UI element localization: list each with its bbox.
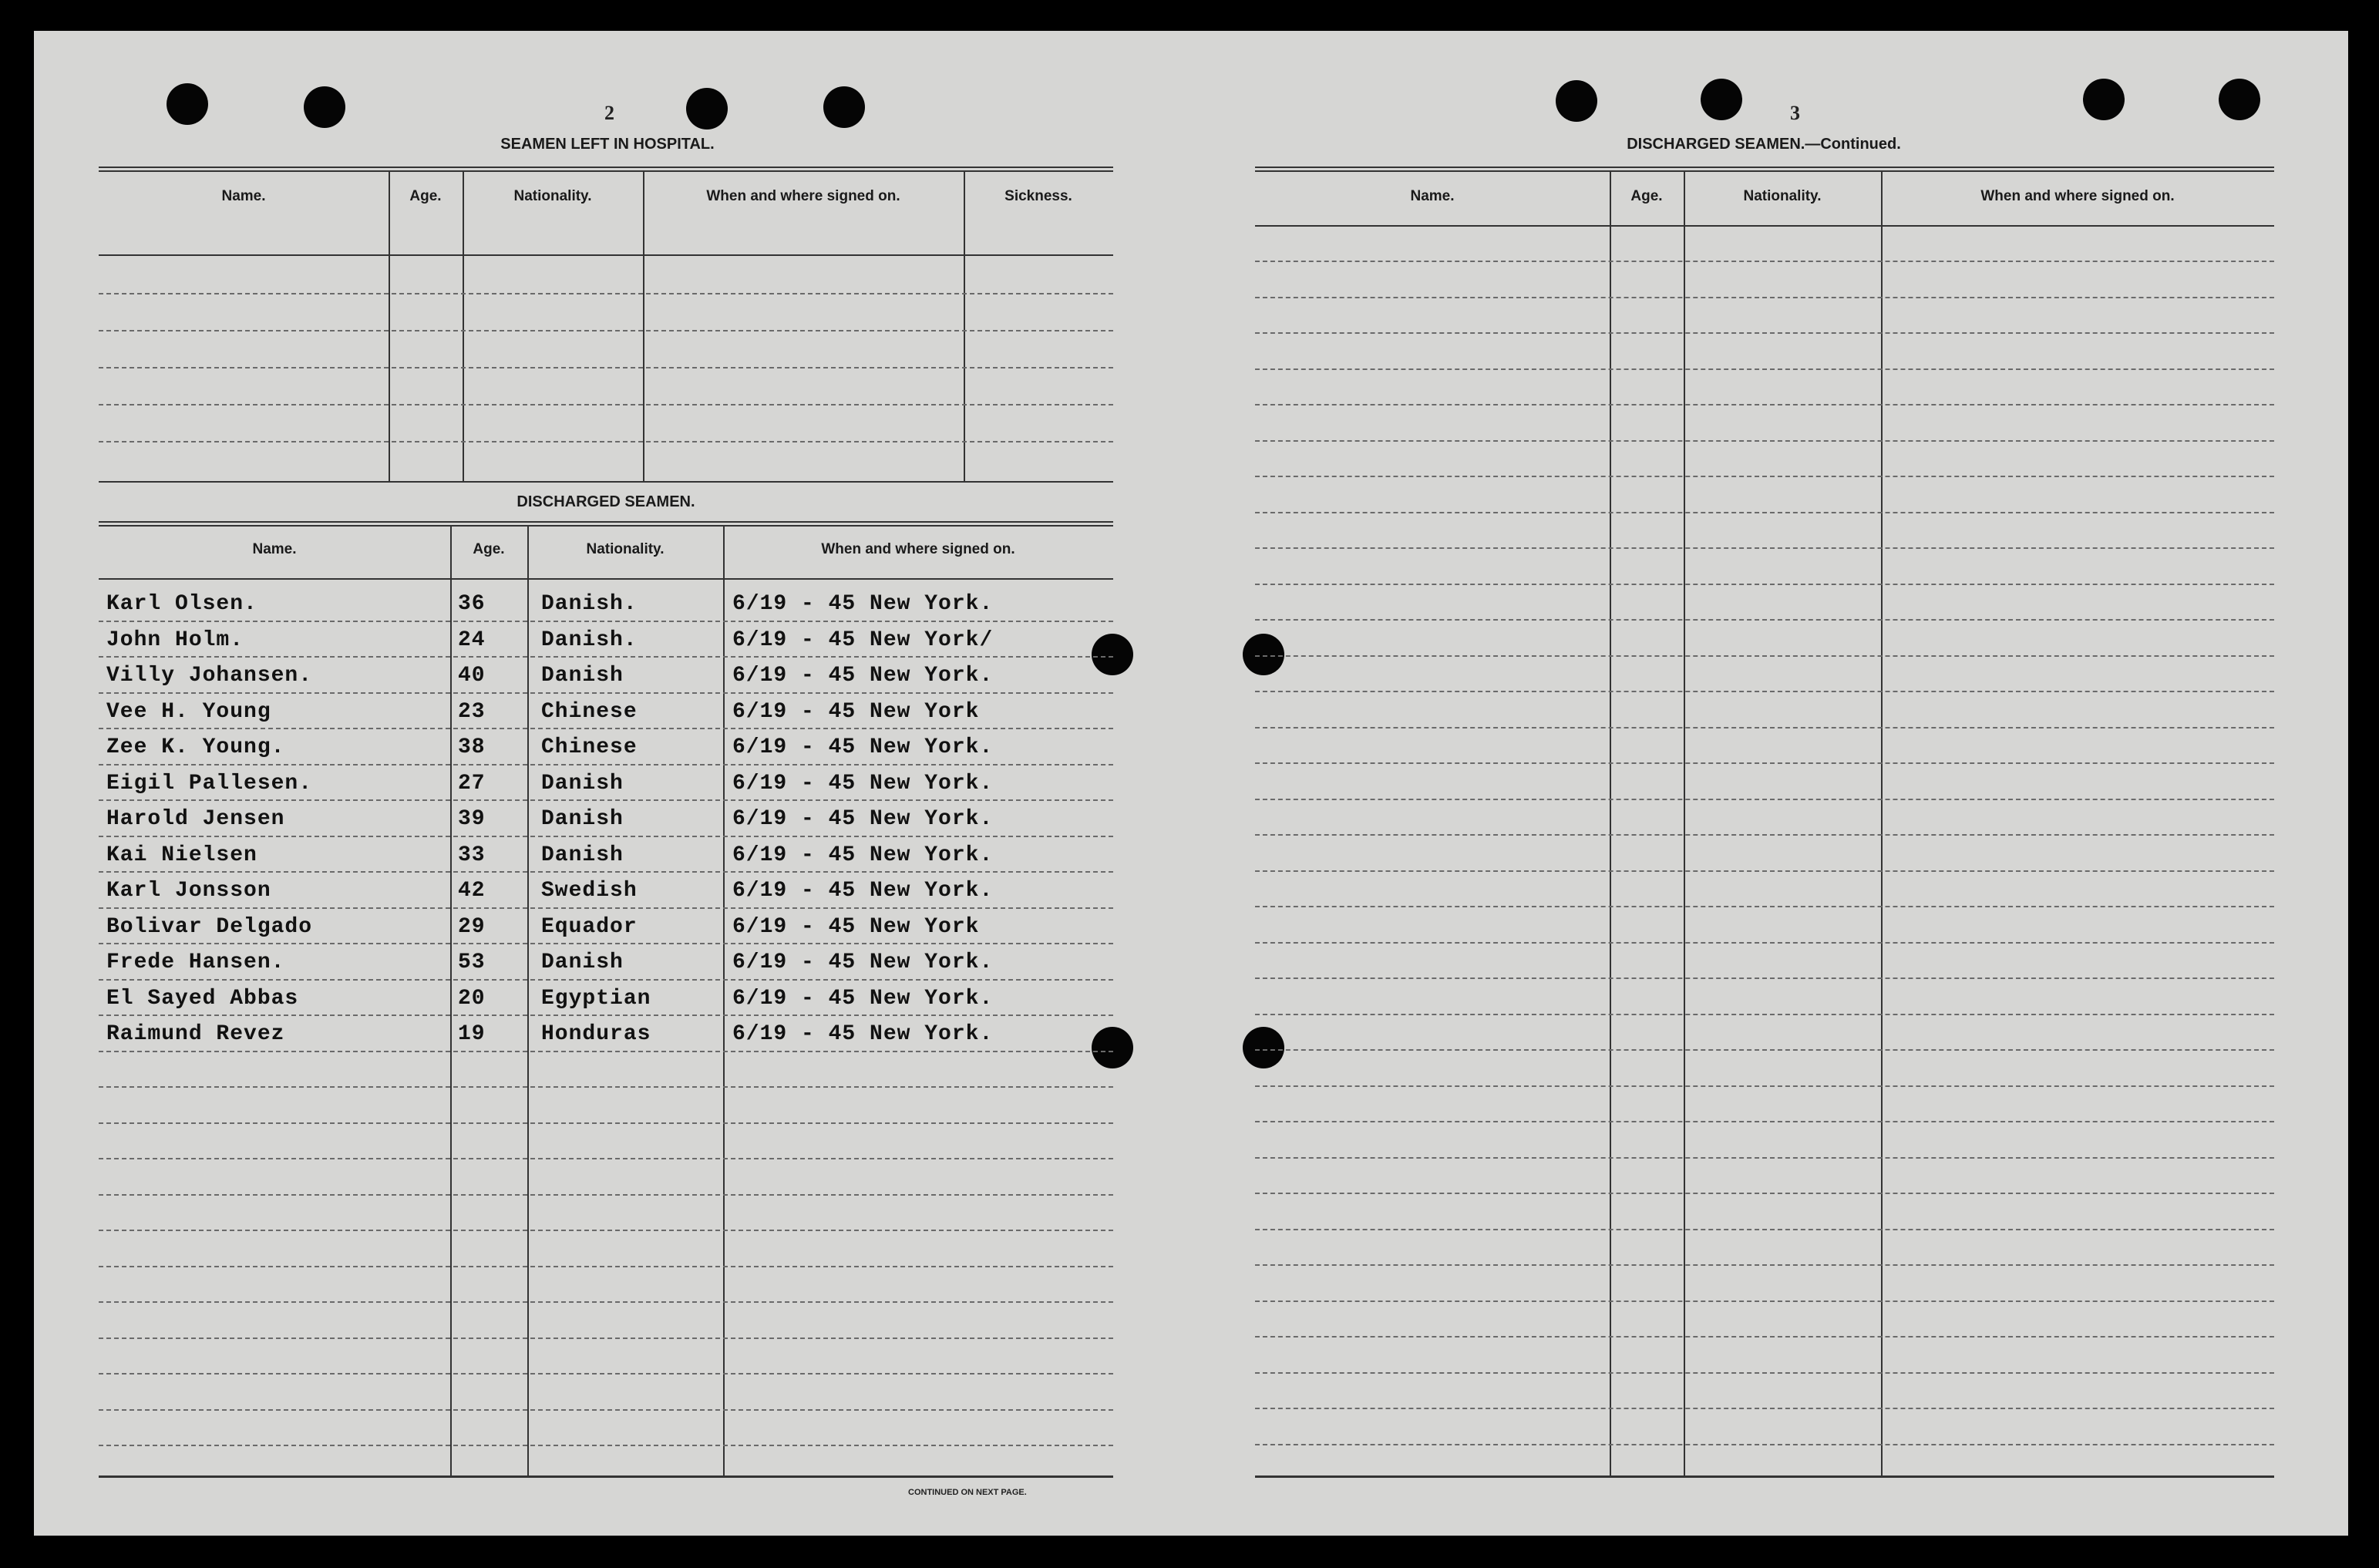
ruled-line xyxy=(99,1266,1113,1267)
seaman-age: 40 xyxy=(458,664,486,688)
ruled-line xyxy=(99,404,1113,405)
seaman-name: Kai Nielsen xyxy=(106,843,257,867)
seaman-age: 24 xyxy=(458,628,486,652)
hospital-table xyxy=(99,171,1113,481)
ruled-line xyxy=(1255,1372,2274,1374)
ruled-line xyxy=(1255,1193,2274,1194)
table-row xyxy=(99,695,1113,732)
seaman-name: John Holm. xyxy=(106,628,244,652)
seaman-name: Villy Johansen. xyxy=(106,664,313,688)
ruled-line xyxy=(99,1373,1113,1375)
discharged-bottom-rule xyxy=(99,1475,1113,1478)
right-header-signed-on: When and where signed on. xyxy=(1980,188,2175,204)
seaman-signed-on: 6/19 - 45 New York. xyxy=(732,592,994,616)
seaman-age: 36 xyxy=(458,592,486,616)
table-row xyxy=(99,982,1113,1018)
seaman-nationality: Danish xyxy=(541,771,624,796)
seaman-nationality: Danish xyxy=(541,843,624,867)
column-divider xyxy=(964,171,965,481)
right-header-age: Age. xyxy=(1630,188,1663,204)
ruled-line xyxy=(1255,619,2274,621)
seaman-nationality: Honduras xyxy=(541,1022,651,1046)
discharged-header-age: Age. xyxy=(473,541,505,557)
ruled-line xyxy=(1255,1444,2274,1445)
ruled-line xyxy=(99,1158,1113,1159)
discharged-section-title: DISCHARGED SEAMEN. xyxy=(517,493,695,510)
right-page xyxy=(1255,31,2323,1536)
right-header-rule xyxy=(1255,225,2274,227)
seaman-age: 33 xyxy=(458,843,486,867)
right-header-nationality: Nationality. xyxy=(1743,188,1822,204)
table-row xyxy=(99,731,1113,767)
discharged-table xyxy=(99,526,1113,1475)
ruled-line xyxy=(1255,870,2274,872)
ruled-line xyxy=(1255,368,2274,370)
seaman-age: 53 xyxy=(458,951,486,974)
ruled-line xyxy=(99,1086,1113,1088)
seaman-signed-on: 6/19 - 45 New York xyxy=(732,914,980,939)
ruled-line xyxy=(99,367,1113,368)
discharged-header-rule xyxy=(99,578,1113,580)
discharged-header-name: Name. xyxy=(252,541,297,557)
ruled-line xyxy=(99,1445,1113,1446)
seaman-signed-on: 6/19 - 45 New York. xyxy=(732,986,994,1011)
seaman-signed-on: 6/19 - 45 New York. xyxy=(732,1022,994,1046)
ruled-line xyxy=(1255,1264,2274,1266)
ruled-line xyxy=(1255,476,2274,477)
ruled-line xyxy=(1255,977,2274,979)
seaman-age: 20 xyxy=(458,986,486,1011)
hospital-header-age: Age. xyxy=(409,188,442,204)
ruled-line xyxy=(1255,762,2274,764)
discharged-header-nationality: Nationality. xyxy=(586,541,665,557)
ruled-line xyxy=(1255,547,2274,549)
seaman-signed-on: 6/19 - 45 New York/ xyxy=(732,628,994,652)
ruled-line xyxy=(1255,440,2274,442)
column-divider xyxy=(643,171,644,481)
ruled-line xyxy=(1255,727,2274,728)
ruled-line xyxy=(1255,906,2274,907)
seaman-age: 27 xyxy=(458,771,486,796)
left-page xyxy=(99,31,1153,1536)
hospital-header-sickness: Sickness. xyxy=(1004,188,1072,204)
hospital-header-rule xyxy=(99,254,1113,256)
table-row xyxy=(99,946,1113,982)
ruled-line xyxy=(1255,261,2274,262)
table-row xyxy=(99,874,1113,910)
seaman-name: El Sayed Abbas xyxy=(106,986,299,1011)
column-divider xyxy=(1881,171,1883,1475)
table-row xyxy=(99,1018,1113,1054)
seaman-signed-on: 6/19 - 45 New York. xyxy=(732,735,994,759)
seaman-nationality: Danish xyxy=(541,951,624,974)
seaman-name: Raimund Revez xyxy=(106,1022,285,1046)
ruled-line xyxy=(1255,691,2274,692)
ruled-line xyxy=(99,1301,1113,1303)
seaman-age: 19 xyxy=(458,1022,486,1046)
right-bottom-rule xyxy=(1255,1475,2274,1478)
ruled-line xyxy=(1255,1408,2274,1409)
right-section-title: DISCHARGED SEAMEN.—Continued. xyxy=(1627,136,1901,153)
continued-footer: CONTINUED ON NEXT PAGE. xyxy=(908,1488,1027,1497)
seaman-nationality: Danish. xyxy=(541,628,638,652)
table-row xyxy=(99,910,1113,947)
ruled-line xyxy=(99,1230,1113,1231)
ruled-line xyxy=(99,1194,1113,1196)
discharged-header-signed-on: When and where signed on. xyxy=(821,541,1015,557)
ruled-line xyxy=(1255,655,2274,657)
ruled-line xyxy=(1255,1014,2274,1015)
page-number: 3 xyxy=(1790,102,1800,124)
ruled-line xyxy=(1255,1157,2274,1159)
hospital-header-signed-on: When and where signed on. xyxy=(706,188,900,204)
seaman-age: 39 xyxy=(458,807,486,831)
document-spread xyxy=(34,31,2348,1536)
seaman-signed-on: 6/19 - 45 New York. xyxy=(732,879,994,903)
seaman-name: Vee H. Young xyxy=(106,699,271,724)
seaman-name: Bolivar Delgado xyxy=(106,914,313,939)
table-row xyxy=(99,839,1113,875)
seaman-nationality: Swedish xyxy=(541,879,638,903)
table-row xyxy=(99,624,1113,660)
table-row xyxy=(99,767,1113,803)
seaman-age: 23 xyxy=(458,699,486,724)
seaman-nationality: Egyptian xyxy=(541,986,651,1011)
ruled-line xyxy=(1255,799,2274,800)
table-row xyxy=(99,659,1113,695)
seaman-signed-on: 6/19 - 45 New York. xyxy=(732,951,994,974)
page-number: 2 xyxy=(604,102,614,124)
column-divider xyxy=(1684,171,1685,1475)
hospital-header-nationality: Nationality. xyxy=(513,188,592,204)
hospital-section-title: SEAMEN LEFT IN HOSPITAL. xyxy=(500,136,715,153)
discharged-continued-table xyxy=(1255,171,2274,1475)
right-header-name: Name. xyxy=(1410,188,1455,204)
seaman-signed-on: 6/19 - 45 New York. xyxy=(732,664,994,688)
seaman-name: Karl Jonsson xyxy=(106,879,271,903)
ruled-line xyxy=(1255,1085,2274,1087)
hospital-bottom-rule xyxy=(99,481,1113,483)
seaman-nationality: Equador xyxy=(541,914,638,939)
seaman-signed-on: 6/19 - 45 New York. xyxy=(732,771,994,796)
seaman-nationality: Danish. xyxy=(541,592,638,616)
seaman-nationality: Danish xyxy=(541,664,624,688)
seaman-name: Zee K. Young. xyxy=(106,735,285,759)
ruled-line xyxy=(99,293,1113,294)
seaman-name: Frede Hansen. xyxy=(106,951,285,974)
seaman-age: 38 xyxy=(458,735,486,759)
ruled-line xyxy=(1255,1121,2274,1122)
seaman-nationality: Danish xyxy=(541,807,624,831)
column-divider xyxy=(1610,171,1611,1475)
ruled-line xyxy=(1255,1300,2274,1302)
seaman-age: 42 xyxy=(458,879,486,903)
column-divider xyxy=(463,171,464,481)
ruled-line xyxy=(1255,332,2274,334)
ruled-line xyxy=(1255,404,2274,405)
seaman-name: Karl Olsen. xyxy=(106,592,257,616)
ruled-line xyxy=(1255,512,2274,513)
ruled-line xyxy=(1255,1049,2274,1051)
table-row xyxy=(99,803,1113,839)
ruled-line xyxy=(1255,834,2274,836)
seaman-name: Eigil Pallesen. xyxy=(106,771,313,796)
seaman-age: 29 xyxy=(458,914,486,939)
ruled-line xyxy=(99,330,1113,331)
table-row xyxy=(99,587,1113,624)
seaman-signed-on: 6/19 - 45 New York xyxy=(732,699,980,724)
ruled-line xyxy=(99,1122,1113,1124)
ruled-line xyxy=(99,441,1113,442)
ruled-line xyxy=(99,1338,1113,1339)
ruled-line xyxy=(1255,942,2274,944)
column-divider xyxy=(389,171,390,481)
seaman-name: Harold Jensen xyxy=(106,807,285,831)
seaman-signed-on: 6/19 - 45 New York. xyxy=(732,843,994,867)
ruled-line xyxy=(99,1409,1113,1411)
ruled-line xyxy=(1255,1336,2274,1338)
ruled-line xyxy=(1255,584,2274,585)
seaman-nationality: Chinese xyxy=(541,699,638,724)
hospital-header-name: Name. xyxy=(221,188,266,204)
seaman-nationality: Chinese xyxy=(541,735,638,759)
seaman-signed-on: 6/19 - 45 New York. xyxy=(732,807,994,831)
ruled-line xyxy=(1255,297,2274,298)
ruled-line xyxy=(1255,1229,2274,1230)
